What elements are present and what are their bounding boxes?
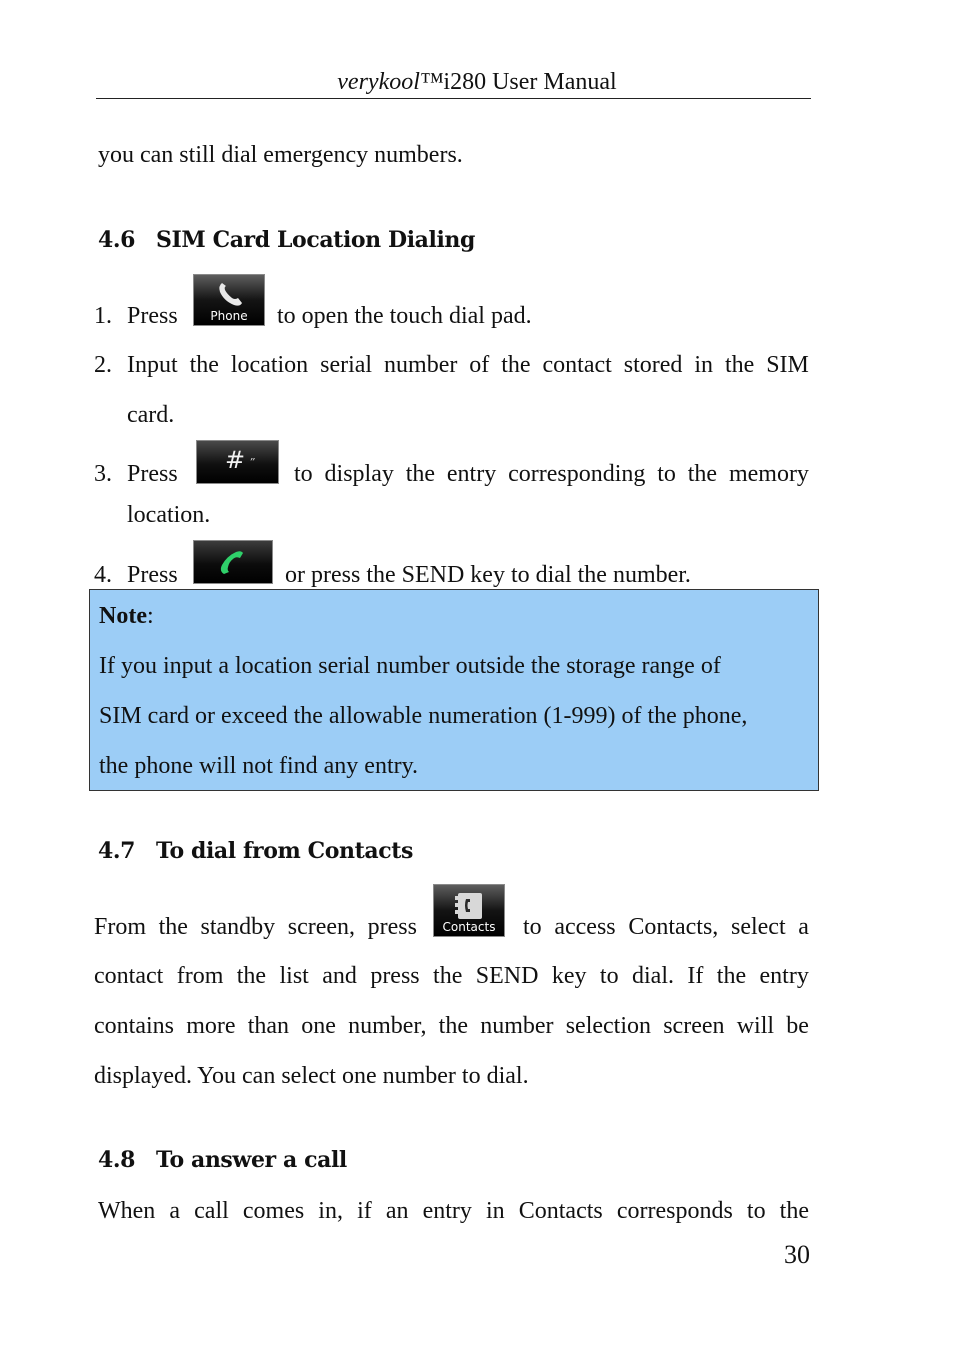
section-4-7-word: From xyxy=(94,914,147,940)
step-2-word: contact xyxy=(542,352,612,378)
section-4-7-word: SEND xyxy=(475,963,539,989)
section-4-8-word: corresponds xyxy=(616,1198,733,1224)
section-4-7-word: standby xyxy=(200,914,276,940)
step-4-number: 4. xyxy=(94,562,112,588)
section-4-7-word: a xyxy=(798,914,809,940)
step-2-word: the xyxy=(189,352,219,378)
step-2-word: in xyxy=(694,352,713,378)
section-4-7-word: more xyxy=(186,1013,236,1039)
section-4-7-word: the xyxy=(158,914,188,940)
section-4-7-word: the xyxy=(433,963,463,989)
hash-key-label: # xyxy=(225,446,246,474)
section-4-7-word: dial. xyxy=(632,963,674,989)
section-4-7-word: to xyxy=(599,963,619,989)
section-4-7-word: than xyxy=(247,1013,290,1039)
section-4-7-word: If xyxy=(687,963,704,989)
section-4-7-word: be xyxy=(786,1013,809,1039)
step-2-line xyxy=(127,350,809,380)
page-header xyxy=(0,66,954,98)
section-4-7-word: key xyxy=(551,963,587,989)
section-4-7-word: contact xyxy=(94,963,164,989)
section-4-6-title: SIM Card Location Dialing xyxy=(156,227,476,253)
section-4-7-word: to xyxy=(523,914,542,940)
section-4-8-word: entry xyxy=(422,1198,472,1224)
step-4-text: or press the SEND key to dial the number. xyxy=(285,562,691,588)
step-3-word: to xyxy=(657,461,676,487)
section-4-8-word: to xyxy=(746,1198,766,1224)
section-4-8-word: the xyxy=(779,1198,809,1224)
note-line-2: SIM card or exceed the allowable numeration (1-999) of the phone, xyxy=(99,703,748,729)
section-4-7-word: number, xyxy=(348,1013,427,1039)
section-4-8-word: comes xyxy=(242,1198,305,1224)
section-4-8-word: a xyxy=(169,1198,181,1224)
section-4-8-word: in xyxy=(485,1198,505,1224)
step-2-number: 2. xyxy=(94,352,112,378)
step-2-word: the xyxy=(724,352,755,378)
step-2-word: the xyxy=(501,352,531,378)
contacts-icon xyxy=(433,884,505,937)
step-3-number: 3. xyxy=(94,461,112,487)
step-3-word: display xyxy=(324,461,394,487)
section-4-7-word: entry xyxy=(759,963,809,989)
step-3-word: the xyxy=(405,461,436,487)
section-4-7-word: the xyxy=(236,963,267,989)
section-4-7-title: To dial from Contacts xyxy=(156,838,413,864)
step-3-word: the xyxy=(687,461,718,487)
section-4-8-number: 4.8 xyxy=(98,1147,136,1173)
section-4-7-word: contains xyxy=(94,1013,174,1039)
step-2-word: location xyxy=(230,352,309,378)
step-1-text: to open the touch dial pad. xyxy=(277,303,532,329)
section-4-7-number: 4.7 xyxy=(98,838,136,864)
call-handset-icon xyxy=(193,540,273,584)
section-4-8-word: in, xyxy=(318,1198,343,1224)
section-4-7-word: select xyxy=(730,914,786,940)
section-4-7-line-2 xyxy=(94,961,809,991)
header-rule xyxy=(96,98,811,99)
step-3-line xyxy=(294,459,809,489)
step-3-word: to xyxy=(294,461,313,487)
step-3-word: memory xyxy=(728,461,809,487)
step-2-word: SIM xyxy=(766,352,809,378)
page-number: 30 xyxy=(784,1240,810,1269)
note-line-1: If you input a location serial number outside the storage range of xyxy=(99,653,721,679)
section-4-8-word: Contacts xyxy=(518,1198,603,1224)
step-3-word: entry xyxy=(446,461,497,487)
section-4-7-line-1a xyxy=(94,912,417,942)
note-line-3: the phone will not find any entry. xyxy=(99,753,419,779)
section-4-7-line-3 xyxy=(94,1011,809,1041)
step-4-press: Press xyxy=(127,562,178,588)
header-title: i280 User Manual xyxy=(443,69,617,95)
section-4-6-number: 4.6 xyxy=(98,227,136,253)
hash-key-subglyph-icon: ” xyxy=(249,456,255,469)
section-4-7-word: list xyxy=(279,963,309,989)
note-box xyxy=(89,589,819,791)
section-4-7-word: press xyxy=(367,914,417,940)
section-4-7-word: screen, xyxy=(287,914,356,940)
intro-text: you can still dial emergency numbers. xyxy=(98,142,463,168)
hash-key-icon xyxy=(196,440,279,484)
section-4-7-word: press xyxy=(370,963,420,989)
section-4-7-word: screen xyxy=(663,1013,725,1039)
step-1-number: 1. xyxy=(94,303,112,329)
section-4-7-line-4: displayed. You can select one number to dial. xyxy=(94,1063,529,1089)
step-3-continuation: location. xyxy=(127,502,211,528)
section-4-7-word: from xyxy=(176,963,224,989)
step-2-word: Input xyxy=(127,352,178,378)
section-4-7-word: Contacts, xyxy=(628,914,719,940)
phone-icon-label: Phone xyxy=(210,309,248,323)
section-4-7-word: one xyxy=(301,1013,336,1039)
section-4-7-word: the xyxy=(438,1013,468,1039)
step-2-word: number xyxy=(384,352,458,378)
phone-icon xyxy=(193,274,265,326)
note-colon: : xyxy=(146,603,154,629)
step-1-press: Press xyxy=(127,303,178,329)
step-3-press: Press xyxy=(127,461,178,487)
section-4-7-line-1b xyxy=(523,912,809,942)
step-2-word: of xyxy=(469,352,490,378)
step-2-word: serial xyxy=(320,352,373,378)
header-brand: verykool™ xyxy=(337,69,444,95)
section-4-8-word: When xyxy=(98,1198,156,1224)
step-3-word: corresponding xyxy=(508,461,646,487)
section-4-8-title: To answer a call xyxy=(156,1147,347,1173)
section-4-7-word: selection xyxy=(565,1013,652,1039)
section-4-7-word: will xyxy=(736,1013,775,1039)
section-4-8-line-1 xyxy=(98,1196,809,1226)
section-4-7-word: the xyxy=(716,963,747,989)
section-4-7-word: and xyxy=(322,963,357,989)
section-4-8-word: if xyxy=(357,1198,372,1224)
step-2-word: stored xyxy=(623,352,683,378)
note-title: Note xyxy=(99,603,147,629)
section-4-7-word: number xyxy=(480,1013,554,1039)
section-4-8-word: an xyxy=(385,1198,409,1224)
step-2-continuation: card. xyxy=(127,402,175,428)
contacts-icon-label: Contacts xyxy=(442,920,496,934)
section-4-8-word: call xyxy=(194,1198,229,1224)
section-4-7-word: access xyxy=(554,914,616,940)
note-heading xyxy=(99,601,154,631)
